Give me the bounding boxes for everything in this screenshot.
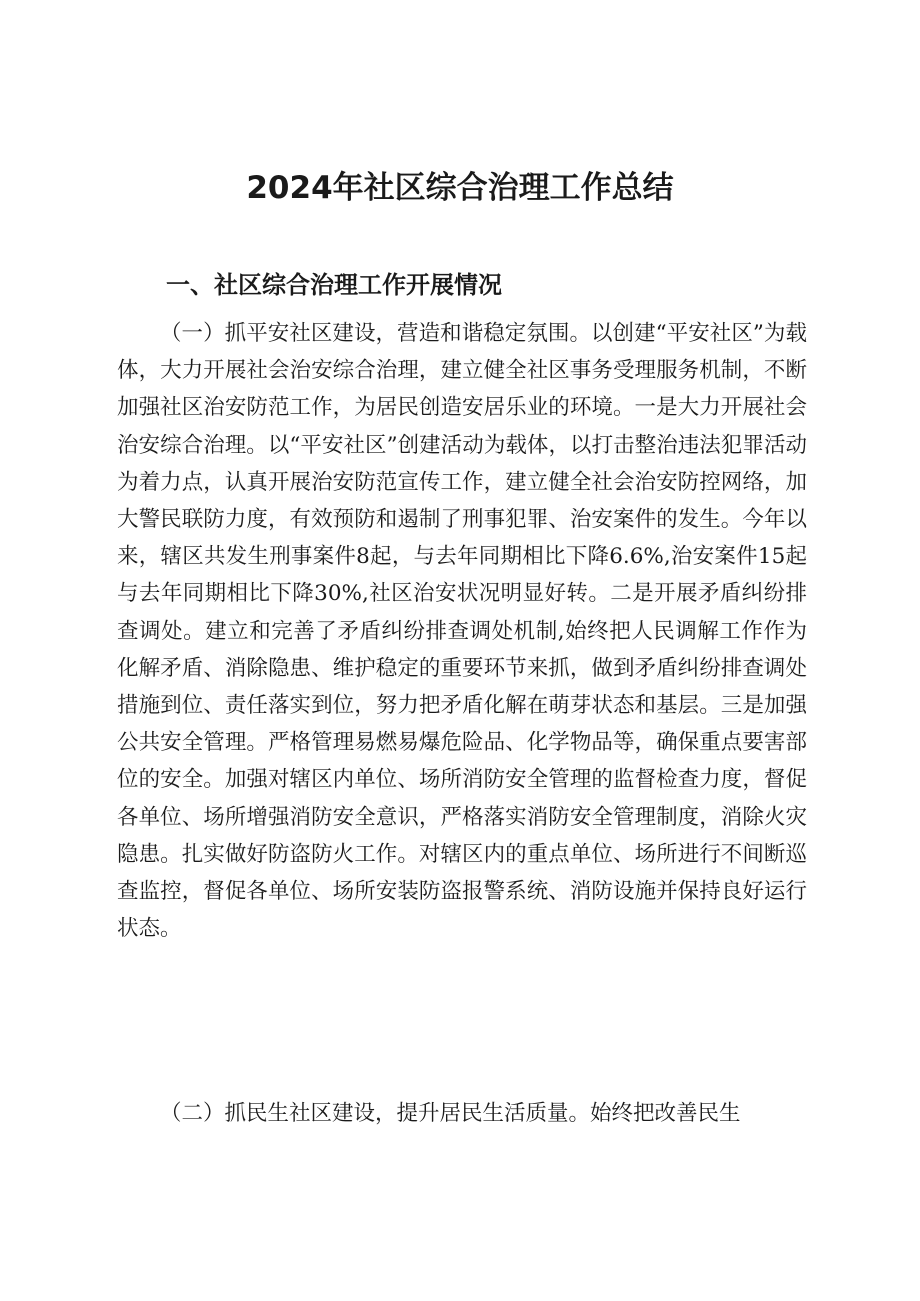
body-paragraph-2: （二）抓民生社区建设，提升居民生活质量。始终把改善民生 [160, 1101, 741, 1126]
body-paragraph-1: （一）抓平安社区建设，营造和谐稳定氛围。以创建“平安社区”为载体，大力开展社会治安综合治理，建立健全社区事务受理服务机制，不断加强社区治安防范工作，为居民创造安居乐业的环境。一是大力开展社会治安综合治理。以“平安社区”创建活动为载体，以打击整治违法犯罪活动为着力点，认真开展治安防范宣传工作，建立健全社会治安防控网络，加大警民联防力度，有效预防和遏制了刑事犯罪、治安案件的发生。今年以来，辖区共发生刑事案件8起，与去年同期相比下降6.6%,治安案件15起与去年同期相比下降30%,社区治安状况明显好转。二是开展矛盾纠纷排查调处。建立和完善了矛盾纠纷排查调处机制,始终把人民调解工作作为化解矛盾、消除隐患、维护稳定的重要环节来抓，做到矛盾纠纷排查调处措施到位、责任落实到位，努力把矛盾化解在萌芽状态和基层。三是加强公共安全管理。严格管理易燃易爆危险品、化学物品等，确保重点要害部位的安全。加强对辖区内单位、场所消防安全管理的监督检查力度，督促各单位、场所增强消防安全意识，严格落实消防安全管理制度，消除火灾隐患。扎实做好防盗防火工作。对辖区内的重点单位、场所进行不间断巡查监控，督促各单位、场所安装防盗报警系统、消防设施并保持良好运行状态。 [117, 321, 807, 942]
section-heading: 一、社区综合治理工作开展情况 [166, 271, 502, 299]
document-title: 2024年社区综合治理工作总结 [246, 170, 674, 206]
